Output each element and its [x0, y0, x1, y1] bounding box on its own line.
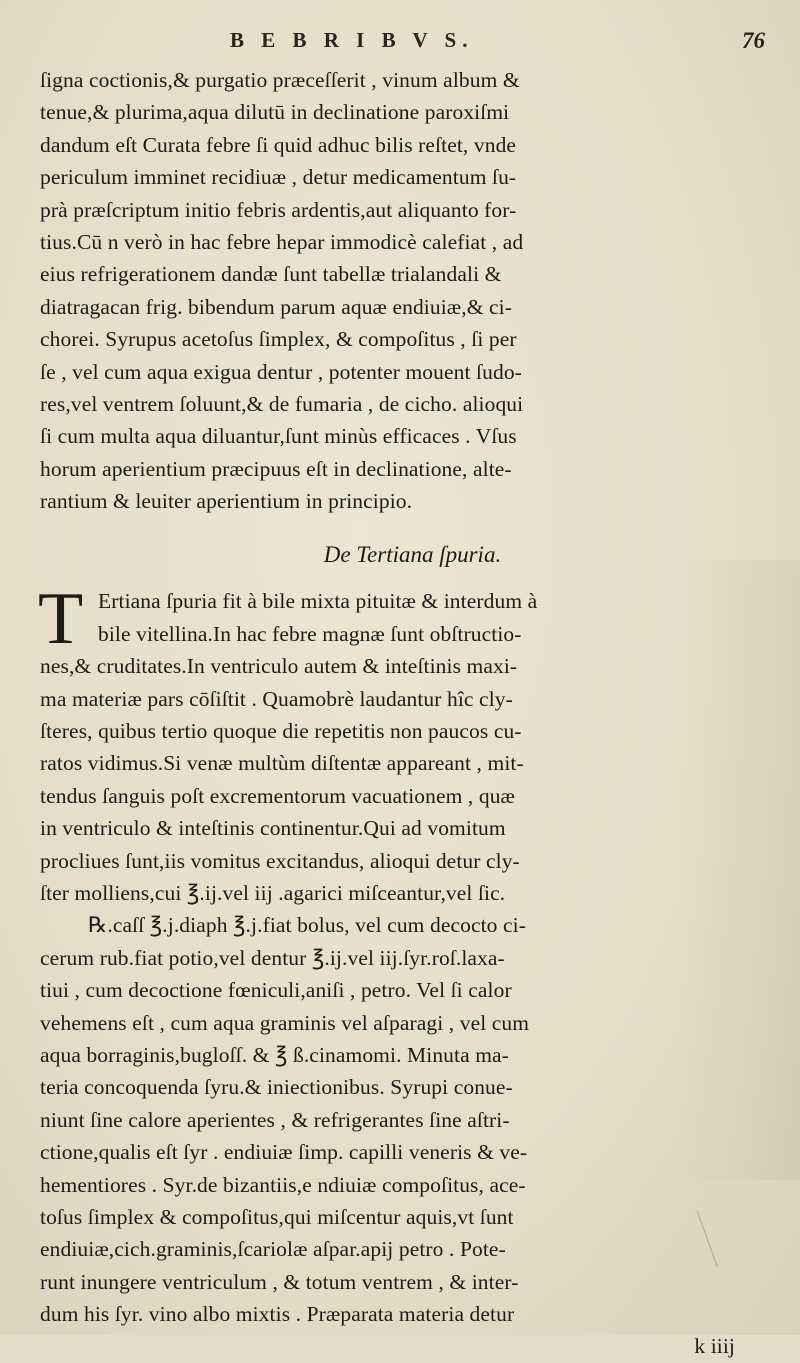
text-line: ſi cum multa aqua diluantur,ſunt minùs efficaces . Vſus	[40, 424, 517, 449]
text-line: runt inungere ventriculum , & totum ventrem , & inter-	[40, 1269, 519, 1294]
text-line: ma materiæ pars cōſiſtit . Quamobrè laudantur hîc cly-	[40, 686, 513, 711]
text-line: ℞.caſſ ℥.j.diaph ℥.j.fiat bolus, vel cum decocto ci-	[88, 913, 526, 938]
text-line: diatragacan frig. bibendum parum aquæ endiuiæ,& ci-	[40, 294, 512, 319]
section-title: De Tertiana ſpuria.	[323, 542, 502, 568]
text-line: rantium & leuiter aperientium in principio.	[40, 489, 413, 514]
text-line: endiuiæ,cich.graminis,ſcariolæ aſpar.apij petro . Pote-	[40, 1237, 506, 1262]
text-line: dum his ſyr. vino albo mixtis . Præparata materia detur	[40, 1302, 515, 1327]
text-line: eius refrigerationem dandæ ſunt tabellæ trialandali &	[40, 262, 502, 287]
text-line: teria concoquenda ſyru.& iniectionibus. Syrupi conue-	[40, 1075, 513, 1100]
text-line: tiui , cum decoctione fœniculi,aniſi , petro. Vel ſi calor	[40, 978, 512, 1003]
text-line: niunt ſine calore aperientes , & refrigerantes ſine aſtri-	[40, 1107, 510, 1132]
running-head: B E B R I B V S.	[230, 28, 474, 52]
text-block	[40, 64, 765, 1363]
text-line: ſter molliens,cui ℥.ij.vel iij .agarici miſceantur,vel ſic.	[40, 880, 506, 905]
text-line: tenue,& plurima,aqua dilutū in declinatione paroxiſmi	[40, 100, 510, 125]
text-line: res,vel ventrem ſoluunt,& de fumaria , de cicho. alioqui	[40, 391, 524, 416]
text-line: procliues ſunt,iis vomitus excitandus, alioqui detur cly-	[40, 848, 520, 873]
text-line: ſigna coctionis,& purgatio præceſſerit , vinum album &	[40, 68, 520, 92]
text-line: toſus ſimplex & compoſitus,qui miſcentur aquis,vt ſunt	[40, 1204, 514, 1229]
page-number: 76	[742, 28, 765, 53]
text-line: tendus ſanguis poſt excrementorum vacuationem , quæ	[40, 783, 516, 808]
signature-mark: k iiij	[694, 1334, 735, 1359]
paragraph-1	[40, 64, 765, 517]
page-header	[40, 28, 765, 68]
paragraph-3	[40, 909, 765, 1330]
text-line: chorei. Syrupus acetoſus ſimplex, & compoſitus , ſi per	[40, 327, 517, 352]
text-line: prà præſcriptum initio febris ardentis,aut aliquanto for-	[40, 197, 517, 222]
text-line: cerum rub.fiat potio,vel dentur ℥.ij.vel iij.ſyr.roſ.laxa-	[40, 945, 505, 970]
text-line: ctione,qualis eſt ſyr . endiuiæ ſimp. capilli veneris & ve-	[40, 1140, 528, 1165]
text-line: hementiores . Syr.de bizantiis,e ndiuiæ compoſitus, ace-	[40, 1172, 526, 1197]
text-line: ſe , vel cum aqua exigua dentur , potenter mouent ſudo-	[40, 359, 522, 384]
text-line: periculum imminet recidiuæ , detur medicamentum ſu-	[40, 165, 517, 190]
text-line: ratos vidimus.Si venæ multùm diſtentæ appareant , mit-	[40, 751, 524, 776]
text-line: bile vitellina.In hac febre magnæ ſunt obſtructio-	[98, 621, 522, 646]
text-line: vehemens eſt , cum aqua graminis vel aſparagi , vel cum	[40, 1010, 530, 1035]
line-text: Ertiana ſpuria fit à bile mixta pituitæ & interdum à	[98, 589, 538, 614]
paragraph-2	[38, 578, 765, 909]
text-line: aqua borraginis,bugloſſ. & ℥ ß.cinamomi. Minuta ma-	[40, 1042, 509, 1067]
drop-cap: T	[38, 578, 84, 661]
text-line: horum aperientium præcipuus eſt in declinatione, alte-	[40, 456, 512, 481]
text-line: ſteres, quibus tertio quoque die repetitis non paucos cu-	[40, 719, 522, 744]
text-line: in ventriculo & inteſtinis continentur.Qui ad vomitum	[40, 816, 506, 841]
text-line: tius.Cū n verò in hac febre hepar immodicè calefiat , ad	[40, 229, 524, 254]
text-line: dandum eſt Curata febre ſi quid adhuc bilis reſtet, vnde	[40, 132, 517, 157]
text-line: nes,& cruditates.In ventriculo autem & inteſtinis maxi-	[40, 654, 518, 679]
